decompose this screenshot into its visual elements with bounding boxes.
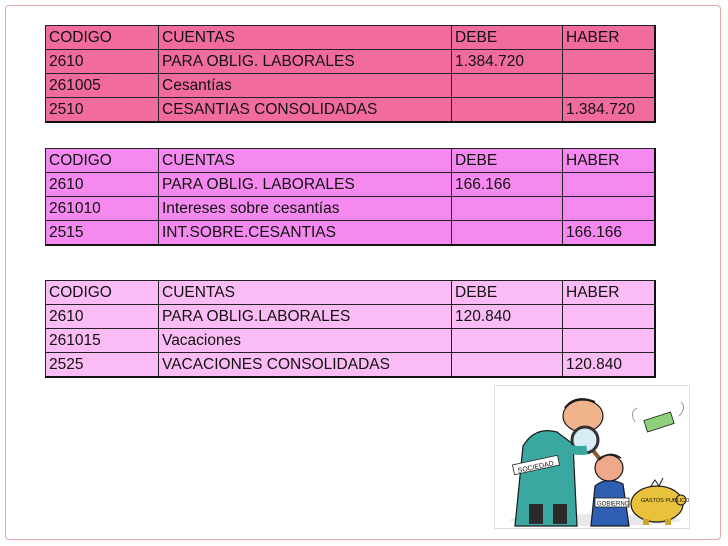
cell-haber bbox=[563, 197, 655, 221]
cell-debe bbox=[452, 197, 563, 221]
cell-codigo: 261010 bbox=[46, 197, 159, 221]
header-haber: HABER bbox=[563, 149, 655, 173]
header-codigo: CODIGO bbox=[46, 281, 159, 305]
cell-codigo: 261015 bbox=[46, 329, 159, 353]
header-debe: DEBE bbox=[452, 281, 563, 305]
cell-cuenta: VACACIONES CONSOLIDADAS bbox=[159, 353, 452, 378]
cell-cuenta: CESANTIAS CONSOLIDADAS bbox=[159, 98, 452, 123]
cell-cuenta: PARA OBLIG. LABORALES bbox=[159, 50, 452, 74]
table-row bbox=[46, 353, 655, 378]
cell-haber bbox=[563, 305, 655, 329]
header-cuentas: CUENTAS bbox=[159, 26, 452, 50]
cell-codigo: 261005 bbox=[46, 74, 159, 98]
cell-codigo: 2515 bbox=[46, 221, 159, 246]
header-cuentas: CUENTAS bbox=[159, 149, 452, 173]
table-row bbox=[46, 329, 655, 353]
cell-haber bbox=[563, 50, 655, 74]
table-header-row bbox=[46, 281, 655, 305]
cell-cuenta: PARA OBLIG.LABORALES bbox=[159, 305, 452, 329]
label-gastos-publicos: GASTOS PUBLICOS bbox=[641, 498, 689, 504]
cell-haber bbox=[563, 173, 655, 197]
table-row bbox=[46, 74, 655, 98]
cell-codigo: 2610 bbox=[46, 305, 159, 329]
cell-debe bbox=[452, 74, 563, 98]
ledger-table-intereses bbox=[45, 148, 656, 246]
cell-haber: 1.384.720 bbox=[563, 98, 655, 123]
cell-debe bbox=[452, 98, 563, 123]
label-gobierno: GOBIERNO bbox=[597, 501, 630, 508]
cell-debe bbox=[452, 329, 563, 353]
cell-debe bbox=[452, 353, 563, 378]
cell-haber: 120.840 bbox=[563, 353, 655, 378]
table-row bbox=[46, 221, 655, 246]
header-haber: HABER bbox=[563, 281, 655, 305]
header-codigo: CODIGO bbox=[46, 26, 159, 50]
table-row bbox=[46, 305, 655, 329]
cell-codigo: 2610 bbox=[46, 173, 159, 197]
table-row bbox=[46, 197, 655, 221]
cell-codigo: 2510 bbox=[46, 98, 159, 123]
cell-cuenta: INT.SOBRE.CESANTIAS bbox=[159, 221, 452, 246]
cell-cuenta: PARA OBLIG. LABORALES bbox=[159, 173, 452, 197]
cell-debe: 1.384.720 bbox=[452, 50, 563, 74]
cartoon-drawing bbox=[495, 386, 689, 528]
ledger-table-vacaciones bbox=[45, 280, 656, 378]
cell-debe: 120.840 bbox=[452, 305, 563, 329]
cell-cuenta: Cesantías bbox=[159, 74, 452, 98]
header-cuentas: CUENTAS bbox=[159, 281, 452, 305]
cell-haber bbox=[563, 74, 655, 98]
table-header-row bbox=[46, 26, 655, 50]
table-row bbox=[46, 98, 655, 123]
label-sociedad: SOCIEDAD bbox=[517, 460, 555, 475]
cell-codigo: 2610 bbox=[46, 50, 159, 74]
header-debe: DEBE bbox=[452, 26, 563, 50]
cell-cuenta: Vacaciones bbox=[159, 329, 452, 353]
table-row bbox=[46, 173, 655, 197]
header-codigo: CODIGO bbox=[46, 149, 159, 173]
cell-debe: 166.166 bbox=[452, 173, 563, 197]
cell-haber bbox=[563, 329, 655, 353]
table-row bbox=[46, 50, 655, 74]
cartoon-illustration bbox=[494, 385, 690, 529]
cell-debe bbox=[452, 221, 563, 246]
cell-haber: 166.166 bbox=[563, 221, 655, 246]
header-haber: HABER bbox=[563, 26, 655, 50]
header-debe: DEBE bbox=[452, 149, 563, 173]
cell-codigo: 2525 bbox=[46, 353, 159, 378]
table-header-row bbox=[46, 149, 655, 173]
ledger-table-cesantias bbox=[45, 25, 656, 123]
cell-cuenta: Intereses sobre cesantías bbox=[159, 197, 452, 221]
